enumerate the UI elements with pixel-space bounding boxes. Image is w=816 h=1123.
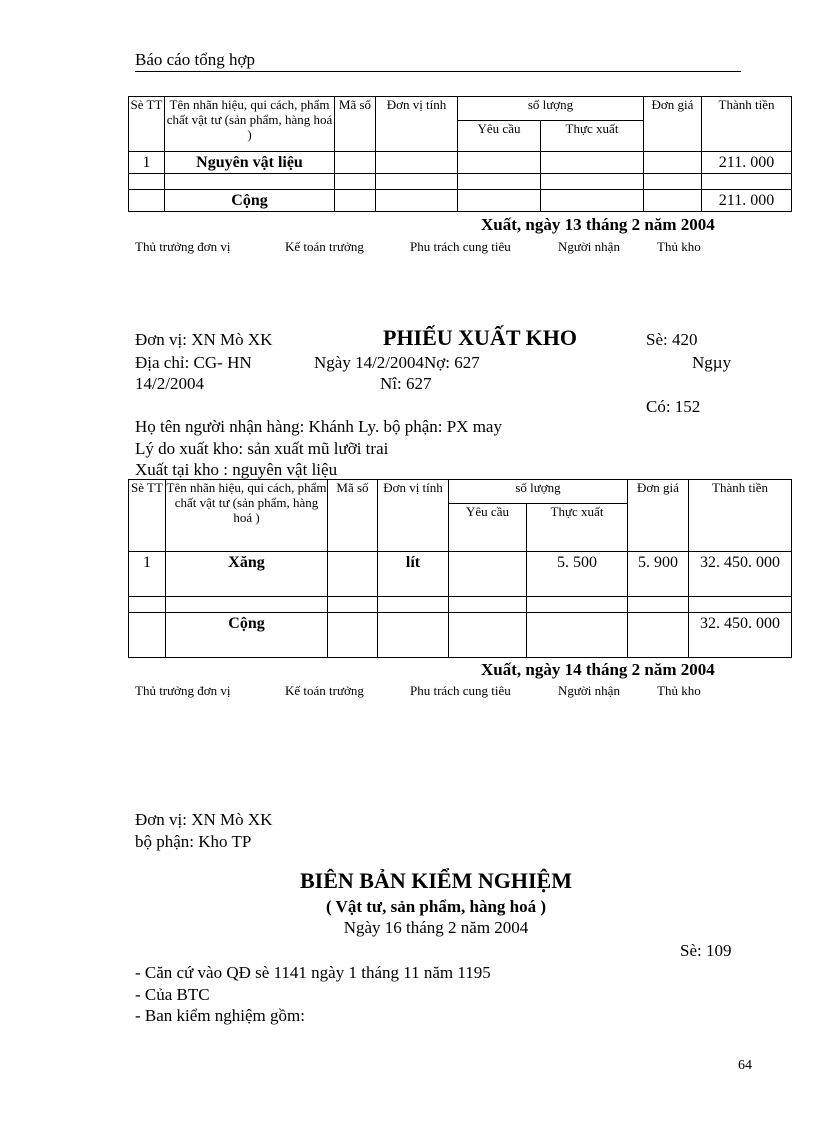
voucher2-date-debit: Ngày 14/2/2004Nợ: 627 [314,353,480,372]
signature-receiver: Người nhận [558,683,620,698]
col-name: Tên nhãn hiệu, qui cách, phẩm chất vật tư (sản phẩm, hàng hoá ) [165,97,335,152]
report-number: Sè: 109 [680,941,732,960]
report-line-2: - Của BTC [135,985,210,1004]
voucher1-date: Xuất, ngày 13 tháng 2 năm 2004 [481,215,715,234]
signature-storekeeper: Thủ kho [657,239,701,254]
signature-supply: Phu trách cung tiêu [410,239,511,254]
cell-amount: 32. 450. 000 [689,552,792,597]
signature-supply: Phu trách cung tiêu [410,683,511,698]
voucher2-ngay-fragment: Ngµy [692,353,732,372]
voucher1-table [128,96,792,212]
col-qty-required: Yêu cầu [458,121,541,152]
col-stt: Sè TT [129,97,165,152]
col-name: Tên nhãn hiệu, qui cách, phẩm chất vật tư (sản phẩm, hàng hoá ) [166,480,328,552]
cell-name: Xăng [166,552,328,597]
voucher2-ni: Nî: 627 [380,374,432,393]
report-title: BIÊN BẢN KIỂM NGHIỆM [300,868,572,893]
signature-director: Thủ trưởng đơn vị [135,239,231,254]
col-price: Đơn giá [628,480,689,552]
voucher2-title: PHIẾU XUẤT KHO [383,325,577,350]
header-rule [135,71,741,72]
voucher2-table [128,479,792,658]
signature-receiver: Người nhận [558,239,620,254]
voucher2-address: Địa chỉ: CG- HN [135,353,252,372]
cell-actual: 5. 500 [527,552,628,597]
col-amount: Thành tiền [689,480,792,552]
report-header-title: Báo cáo tổng hợp [135,50,255,69]
voucher2-unit: Đơn vị: XN Mò XK [135,330,273,349]
cell-amount: 211. 000 [702,152,792,174]
col-code: Mã số [335,97,376,152]
voucher2-warehouse: Xuất tại kho : nguyên vật liệu [135,460,338,479]
col-code: Mã số [328,480,378,552]
total-amount: 32. 450. 000 [689,613,792,658]
total-row [129,613,792,658]
total-label: Cộng [165,190,335,212]
cell-stt: 1 [129,552,166,597]
col-qty: số lượng [449,480,628,504]
signature-storekeeper: Thủ kho [657,683,701,698]
col-price: Đơn giá [644,97,702,152]
voucher2-reason: Lý do xuất kho: sản xuất mũ lưỡi trai [135,439,389,458]
cell-unit: lít [378,552,449,597]
report-dept: bộ phận: Kho TP [135,832,252,851]
voucher2-credit: Có: 152 [646,397,701,416]
report-line-3: - Ban kiểm nghiệm gồm: [135,1006,305,1025]
total-amount: 211. 000 [702,190,792,212]
col-unit: Đơn vị tính [376,97,458,152]
cell-stt: 1 [129,152,165,174]
cell-name: Nguyên vật liệu [165,152,335,174]
col-unit: Đơn vị tính [378,480,449,552]
voucher2-receiver: Họ tên người nhận hàng: Khánh Ly. bộ phận: PX may [135,417,502,436]
report-date: Ngày 16 tháng 2 năm 2004 [343,918,529,937]
signature-chief-accountant: Kế toán trưởng [285,683,364,698]
voucher2-date-cont: 14/2/2004 [135,374,204,393]
table-row [129,552,792,597]
report-subtitle: ( Vật tư, sản phẩm, hàng hoá ) [325,897,547,916]
signature-director: Thủ trưởng đơn vị [135,683,231,698]
table-row [129,152,792,174]
report-unit: Đơn vị: XN Mò XK [135,810,273,829]
col-qty: số lượng [458,97,644,121]
voucher2-date: Xuất, ngày 14 tháng 2 năm 2004 [481,660,715,679]
signature-chief-accountant: Kế toán trưởng [285,239,364,254]
total-row [129,190,792,212]
voucher2-number: Sè: 420 [646,330,698,349]
col-qty-required: Yêu cầu [449,504,527,552]
page-number: 64 [738,1058,752,1073]
report-line-1: - Căn cứ vào QĐ sè 1141 ngày 1 tháng 11 năm 1195 [135,963,491,982]
col-qty-actual: Thực xuất [541,121,644,152]
col-qty-actual: Thực xuất [527,504,628,552]
col-amount: Thành tiền [702,97,792,152]
total-label: Cộng [166,613,328,658]
cell-price: 5. 900 [628,552,689,597]
col-stt: Sè TT [129,480,166,552]
